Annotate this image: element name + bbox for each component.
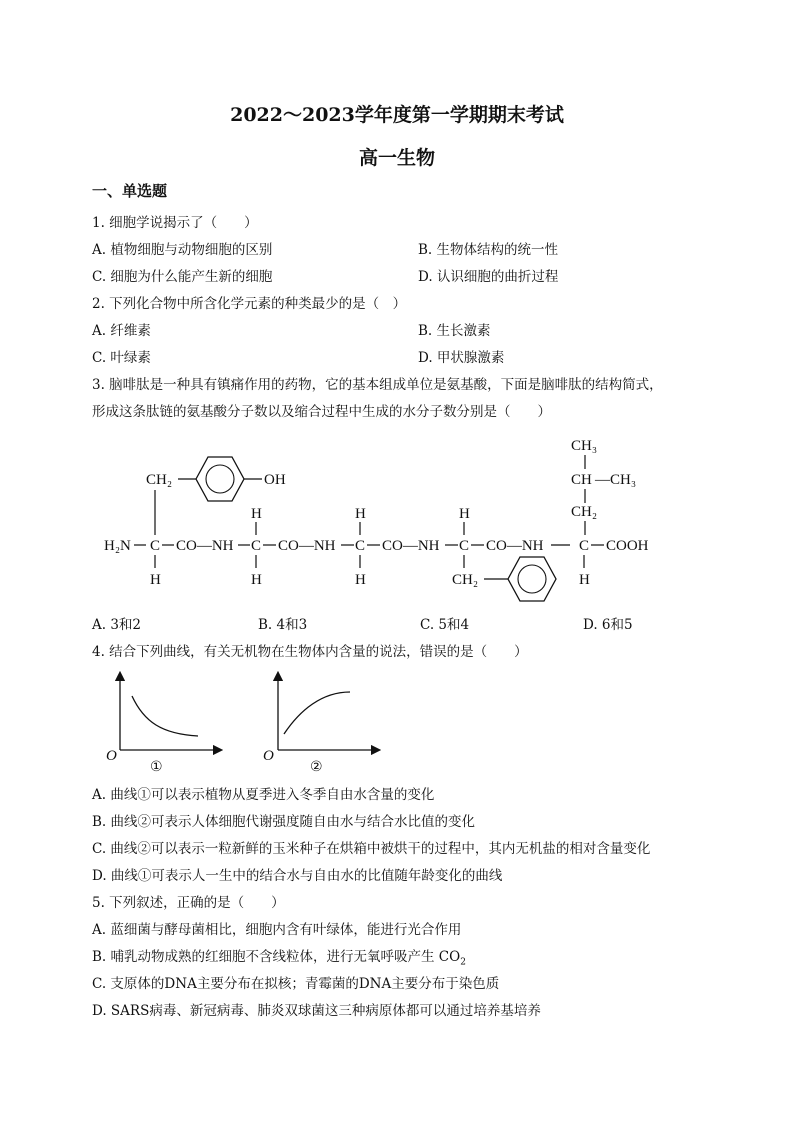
q4-curves-figure xyxy=(100,670,400,778)
q5-option-c: C. 支原体的DNA主要分布在拟核；青霉菌的DNA主要分布于染色质 xyxy=(92,976,500,992)
graph1-origin: O xyxy=(106,748,117,764)
struct-h-bottom-2: H xyxy=(251,572,262,588)
q1-option-d: D. 认识细胞的曲折过程 xyxy=(418,269,559,285)
struct-ch2-bottom: CH₂ xyxy=(452,572,479,588)
struct-cooh: COOH xyxy=(606,538,649,554)
peptide-structure-diagram xyxy=(0,428,794,608)
q4-option-c: C. 曲线②可以表示一粒新鲜的玉米种子在烘箱中被烘干的过程中，其内无机盐的相对含量变化 xyxy=(92,841,651,857)
exam-title: 2022～2023学年度第一学期期末考试 xyxy=(230,104,564,126)
q5-option-b-text: B. 哺乳动物成熟的红细胞不含线粒体，进行无氧呼吸产生 CO xyxy=(92,949,461,965)
q5-option-d: D. SARS病毒、新冠病毒、肺炎双球菌这三种病原体都可以通过培养基培养 xyxy=(92,1003,541,1019)
q5-stem: 5. 下列叙述，正确的是（ ） xyxy=(92,895,285,911)
struct-co-nh-1: CO—NH xyxy=(176,538,234,554)
struct-ch3-right: —CH₃ xyxy=(595,472,637,488)
struct-h-top-2: H xyxy=(251,506,262,522)
struct-oh: OH xyxy=(264,472,286,488)
struct-co-nh-4: CO—NH xyxy=(486,538,544,554)
q2-option-c: C. 叶绿素 xyxy=(92,350,151,366)
struct-co-nh-2: CO—NH xyxy=(278,538,336,554)
section-heading: 一、单选题 xyxy=(92,182,168,200)
struct-c-3: C xyxy=(355,538,366,554)
struct-ch2-top-right: CH₂ xyxy=(571,504,598,520)
subject-title: 高一生物 xyxy=(358,147,435,169)
q2-option-a: A. 纤维素 xyxy=(92,323,151,339)
curve-1 xyxy=(132,696,198,736)
q4-option-a: A. 曲线①可以表示植物从夏季进入冬季自由水含量的变化 xyxy=(92,787,435,803)
q4-option-d: D. 曲线①可表示人一生中的结合水与自由水的比值随年龄变化的曲线 xyxy=(92,868,503,884)
q2-option-d: D. 甲状腺激素 xyxy=(418,350,505,366)
struct-co-nh-3: CO—NH xyxy=(382,538,440,554)
curve-2-label: ② xyxy=(310,759,323,775)
struct-c-1: C xyxy=(150,538,161,554)
struct-c-2: C xyxy=(251,538,262,554)
struct-ch2-top-left: CH₂ xyxy=(146,472,173,488)
q1-option-a: A. 植物细胞与动物细胞的区别 xyxy=(92,242,273,258)
struct-h2n: H₂N xyxy=(104,538,131,554)
struct-h-top-3: H xyxy=(355,506,366,522)
q5-option-a: A. 蓝细菌与酵母菌相比，细胞内含有叶绿体，能进行光合作用 xyxy=(92,922,462,938)
q2-stem: 2. 下列化合物中所含化学元素的种类最少的是（ ） xyxy=(92,296,407,312)
q3-stem-line1: 3. 脑啡肽是一种具有镇痛作用的药物，它的基本组成单位是氨基酸，下面是脑啡肽的结构简式， xyxy=(92,377,663,393)
struct-c-5: C xyxy=(579,538,590,554)
curve-2 xyxy=(284,692,350,734)
q3-option-b: B. 4和3 xyxy=(258,617,308,633)
q3-option-d: D. 6和5 xyxy=(583,617,633,633)
q1-option-b: B. 生物体结构的统一性 xyxy=(418,242,559,258)
curve-1-label: ① xyxy=(150,759,163,775)
q4-option-b: B. 曲线②可表示人体细胞代谢强度随自由水与结合水比值的变化 xyxy=(92,814,476,830)
struct-h-bottom-3: H xyxy=(355,572,366,588)
struct-ch3: CH₃ xyxy=(571,438,598,454)
q4-stem: 4. 结合下列曲线，有关无机物在生物体内含量的说法，错误的是（ ） xyxy=(92,644,528,660)
q2-option-b: B. 生长激素 xyxy=(418,323,491,339)
graph2-origin: O xyxy=(263,748,274,764)
q3-option-c: C. 5和4 xyxy=(420,617,470,633)
q5-option-b xyxy=(92,945,466,968)
struct-ch-left: CH xyxy=(571,472,592,488)
q3-stem-line2: 形成这条肽链的氨基酸分子数以及缩合过程中生成的水分子数分别是（ ） xyxy=(92,404,551,420)
struct-c-4: C xyxy=(459,538,470,554)
q1-stem: 1. 细胞学说揭示了（ ） xyxy=(92,215,258,231)
q1-option-c: C. 细胞为什么能产生新的细胞 xyxy=(92,269,273,285)
struct-h-top-4: H xyxy=(459,506,470,522)
q5-option-b-subscript: 2 xyxy=(460,957,466,968)
struct-h-bottom-5: H xyxy=(579,572,590,588)
q3-option-a: A. 3和2 xyxy=(92,617,142,633)
struct-h-bottom-1: H xyxy=(150,572,161,588)
